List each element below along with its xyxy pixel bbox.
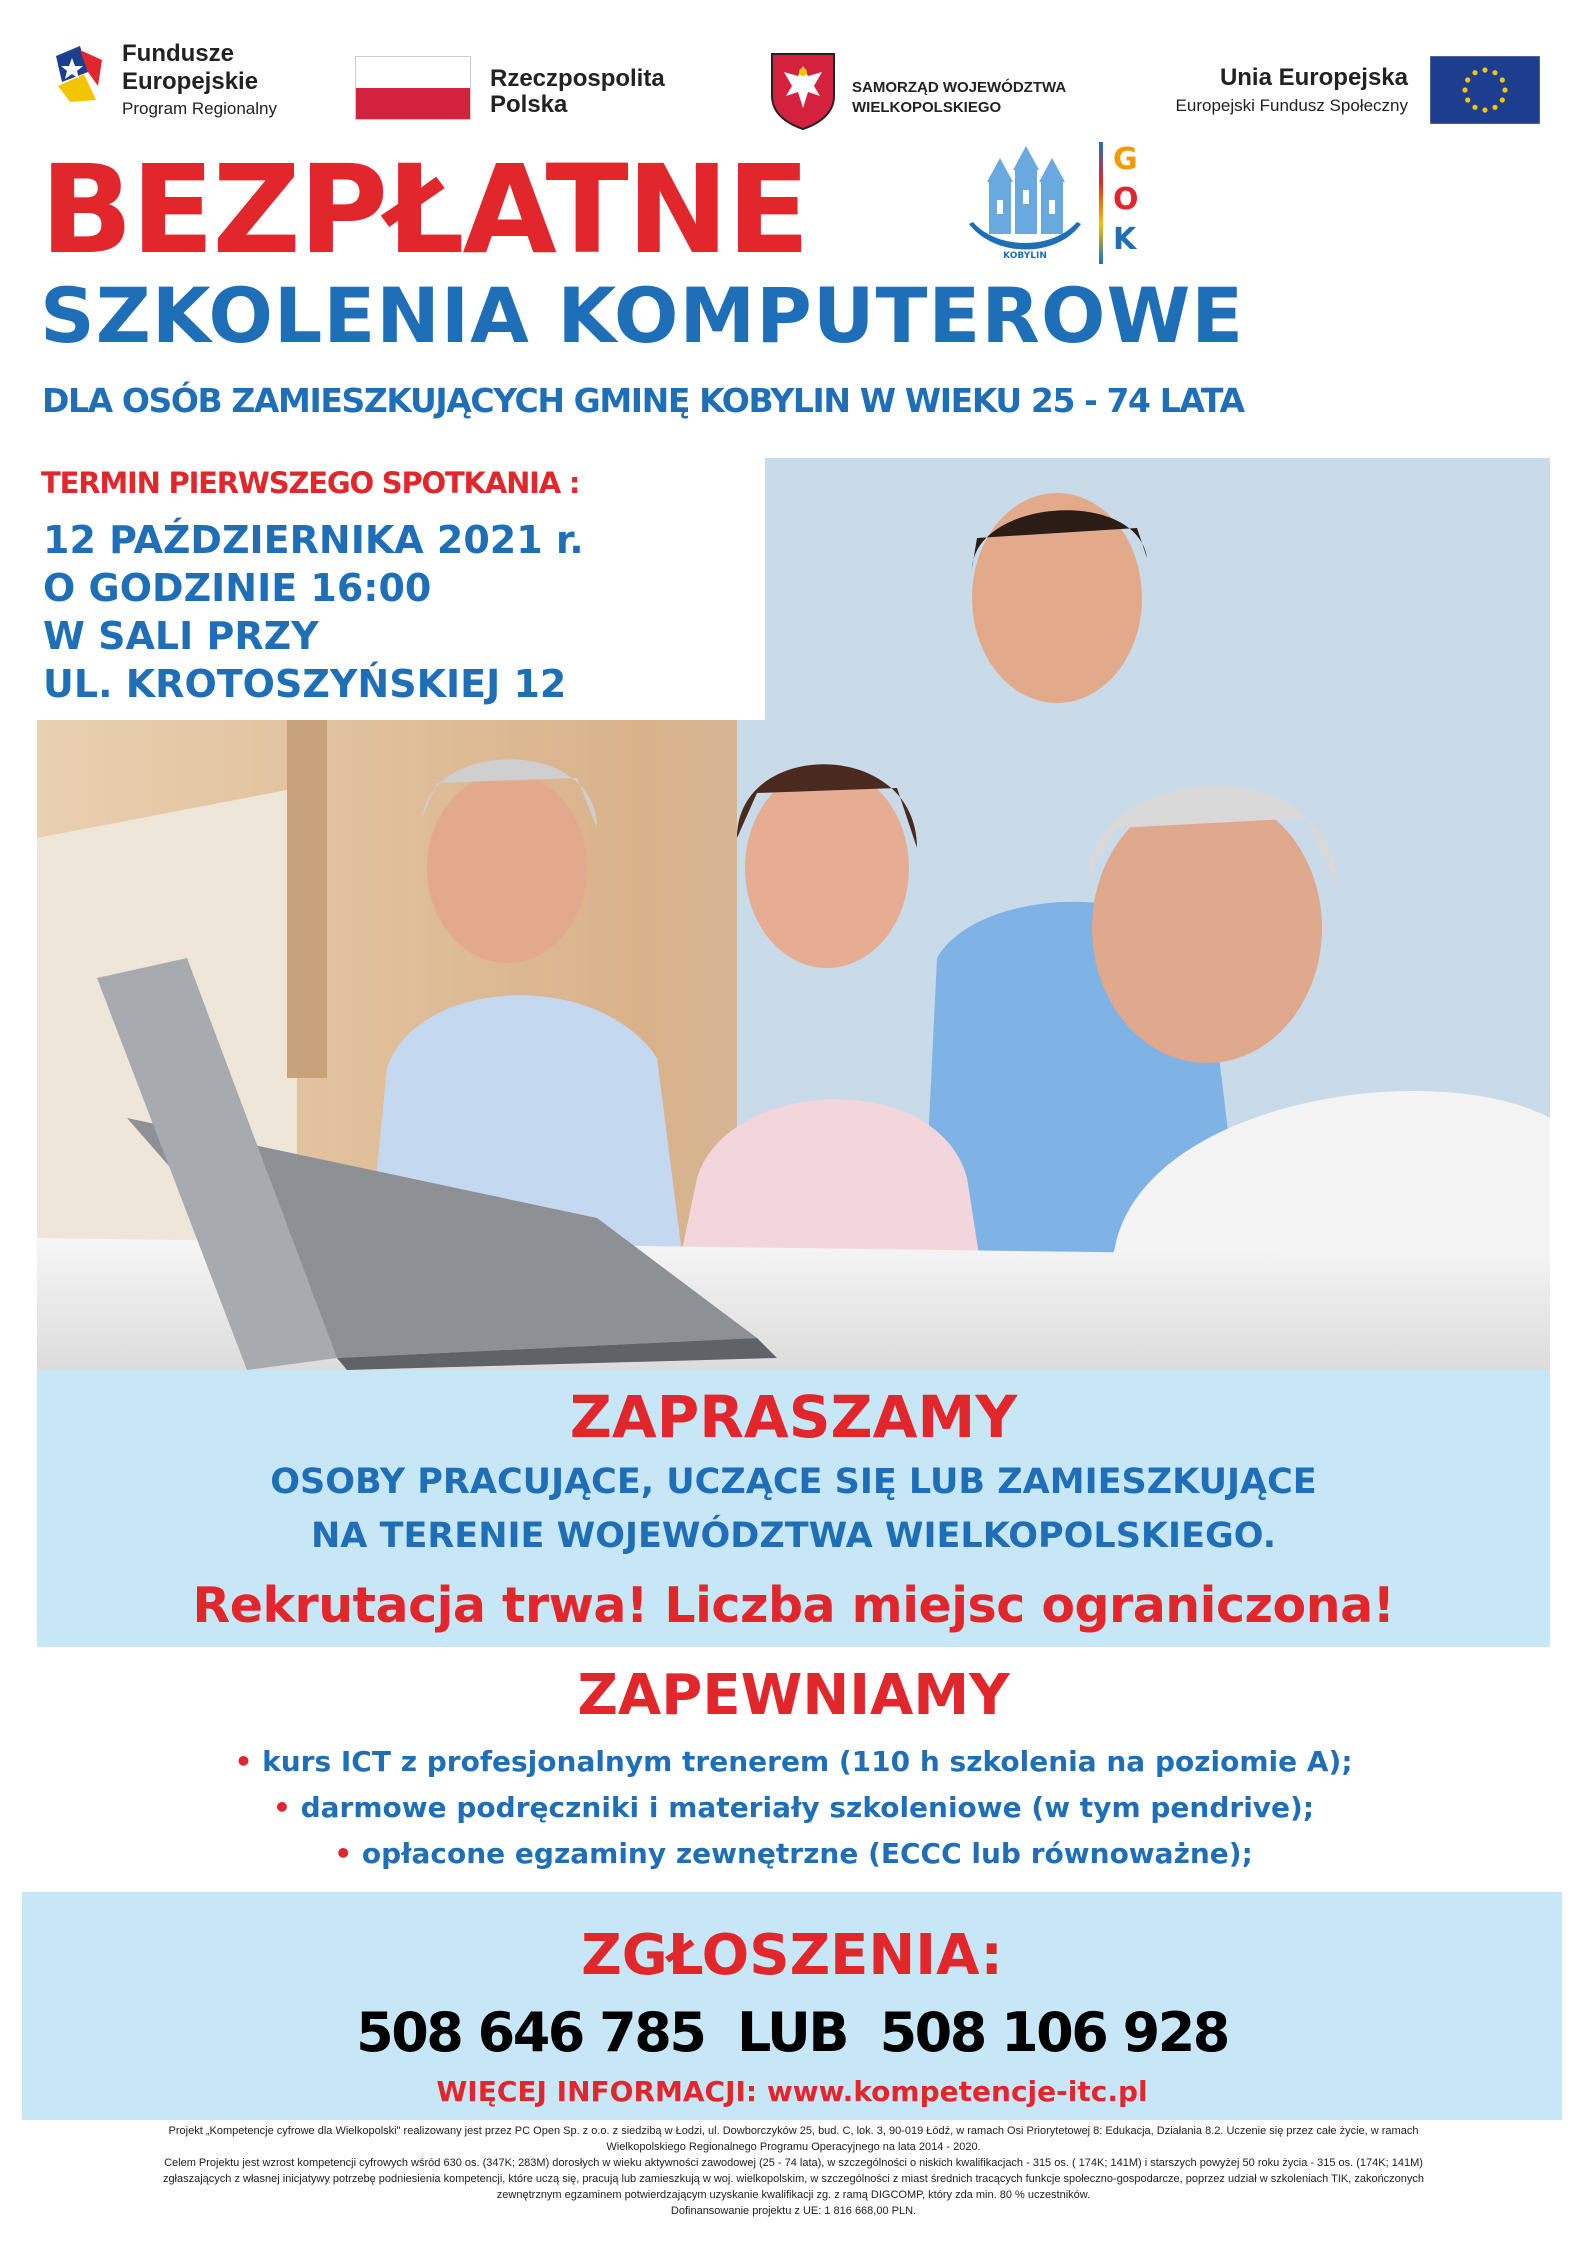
provide-item — [37, 1788, 1550, 1828]
provide-section — [37, 1662, 1550, 1884]
more-info-link[interactable]: WIĘCEJ INFORMACJI: www.kompetencje-itc.pl — [436, 2075, 1148, 2108]
invite-section — [37, 1370, 1550, 1647]
gok-divider — [1099, 142, 1103, 264]
fundusze-europejskie-icon — [50, 42, 108, 104]
signup-section — [22, 1892, 1562, 2120]
headline-free: BEZPŁATNE — [40, 139, 809, 281]
signup-phones: 508 646 785 LUB 508 106 928 — [356, 2001, 1228, 2064]
sw-line1: SAMORZĄD WOJEWÓDZTWA — [852, 79, 1067, 96]
gok-letter-g: G — [1113, 142, 1138, 177]
headline-target-group: DLA OSÓB ZAMIESZKUJĄCYCH GMINĘ KOBYLIN W WIEKU 25 - 74 LATA — [42, 381, 1244, 420]
provide-item-text: opłacone egzaminy zewnętrzne (ECCC lub równoważne); — [361, 1837, 1253, 1870]
meeting-room: W SALI PRZY — [43, 614, 319, 658]
gok-letter-k: K — [1113, 222, 1137, 257]
fe-subtitle: Program Regionalny — [122, 99, 277, 119]
fe-title-1: Fundusze — [122, 40, 234, 67]
footer-legal — [30, 2124, 1557, 2220]
provide-item — [37, 1834, 1550, 1874]
meeting-info-box — [37, 458, 765, 720]
rp-line2: Polska — [490, 91, 568, 119]
fe-title-2: Europejskie — [122, 67, 259, 95]
ue-title: Unia Europejska — [1219, 64, 1408, 91]
gok-letter-o: O — [1113, 182, 1139, 217]
invite-line1: OSOBY PRACUJĄCE, UCZĄCE SIĘ LUB ZAMIESZKUJĄCE — [270, 1462, 1317, 1502]
gok-kobylin-logo — [965, 138, 1155, 268]
castle-icon — [965, 146, 1085, 264]
bullet-icon: • — [334, 1837, 362, 1870]
unia-europejska-logo — [1150, 56, 1550, 126]
eagle-crest-icon — [770, 52, 836, 130]
eu-flag-icon — [1430, 56, 1540, 124]
signup-title: ZGŁOSZENIA: — [581, 1923, 1003, 1988]
samorzad-logo — [770, 52, 1100, 132]
polish-flag-icon — [355, 56, 471, 120]
footer-p1: Projekt „Kompetencje cyfrowe dla Wielkopolski" realizowany jest przez PC Open Sp. z o.o. z siedzibą w Łodzi, ul. Dowborczyków 25, bud. C, lok. 3, 90-019 Łódź, w ramach Osi Priorytetowej 8: Edukacja, Działania 8.2. Uczenie się przez całe życie, w ramach — [168, 2125, 1419, 2137]
rp-line1: Rzeczpospolita — [490, 65, 665, 92]
provide-title: ZAPEWNIAMY — [577, 1663, 1010, 1728]
bullet-icon: • — [234, 1745, 263, 1778]
footer-p5: zewnętrznym egzaminem potwierdzającym uzyskanie kwalifikacji zg. z ramą DIGCOMP, który zda min. 80 % uczestników. — [496, 2188, 1091, 2201]
footer-p2: Wielkopolskiego Regionalnego Programu Operacyjnego na lata 2014 - 2020. — [606, 2140, 981, 2153]
provide-item — [37, 1742, 1550, 1782]
provide-item-text: darmowe podręczniki i materiały szkoleniowe (w tym pendrive); — [300, 1791, 1315, 1824]
sw-line2: WIELKOPOLSKIEGO — [852, 98, 1002, 116]
bullet-icon: • — [272, 1791, 301, 1824]
recruitment-notice: Rekrutacja trwa! Liczba miejsc ograniczona! — [192, 1577, 1395, 1634]
ue-subtitle: Europejski Fundusz Społeczny — [1175, 95, 1408, 115]
meeting-label: TERMIN PIERWSZEGO SPOTKANIA : — [41, 466, 580, 500]
headline-computer-trainings: SZKOLENIA KOMPUTEROWE — [40, 271, 1245, 360]
invite-line2: NA TERENIE WOJEWÓDZTWA WIELKOPOLSKIEGO. — [311, 1516, 1276, 1556]
fundusze-europejskie-logo — [50, 40, 300, 126]
meeting-time: O GODZINIE 16:00 — [43, 566, 432, 610]
meeting-date: 12 PAŹDZIERNIKA 2021 r. — [43, 518, 584, 562]
gok-name: KOBYLIN — [1003, 251, 1047, 261]
rzeczpospolita-logo — [355, 56, 685, 126]
provide-item-text: kurs ICT z profesjonalnym trenerem (110 h szkolenia na poziomie A); — [262, 1745, 1353, 1778]
footer-p3: Celem Projektu jest wzrost kompetencji cyfrowych wśród 630 os. (347K; 283M) dorosłych w wieku aktywności zawodowej (25 - 74 lata), w szczególności o niskich kwalifikacjach - 315 os. ( 174K; 141M) i starszych powyżej 50 roku życia - 315 os. (174K; 141M) — [164, 2156, 1423, 2169]
invite-title: ZAPRASZAMY — [569, 1383, 1018, 1451]
meeting-street: UL. KROTOSZYŃSKIEJ 12 — [43, 662, 567, 706]
footer-p4: zgłaszających z własnej inicjatywy potrzebę podniesienia kompetencji, które uczą się, pracują lub zamieszkują w woj. wielkopolskim, w szczególności z miast średnich tracących funkcje społeczno-gospodarcze, poprzez udział w szkoleniach TIK, zakończonych — [162, 2172, 1425, 2185]
footer-p6: Dofinansowanie projektu z UE: 1 816 668,00 PLN. — [670, 2204, 917, 2217]
